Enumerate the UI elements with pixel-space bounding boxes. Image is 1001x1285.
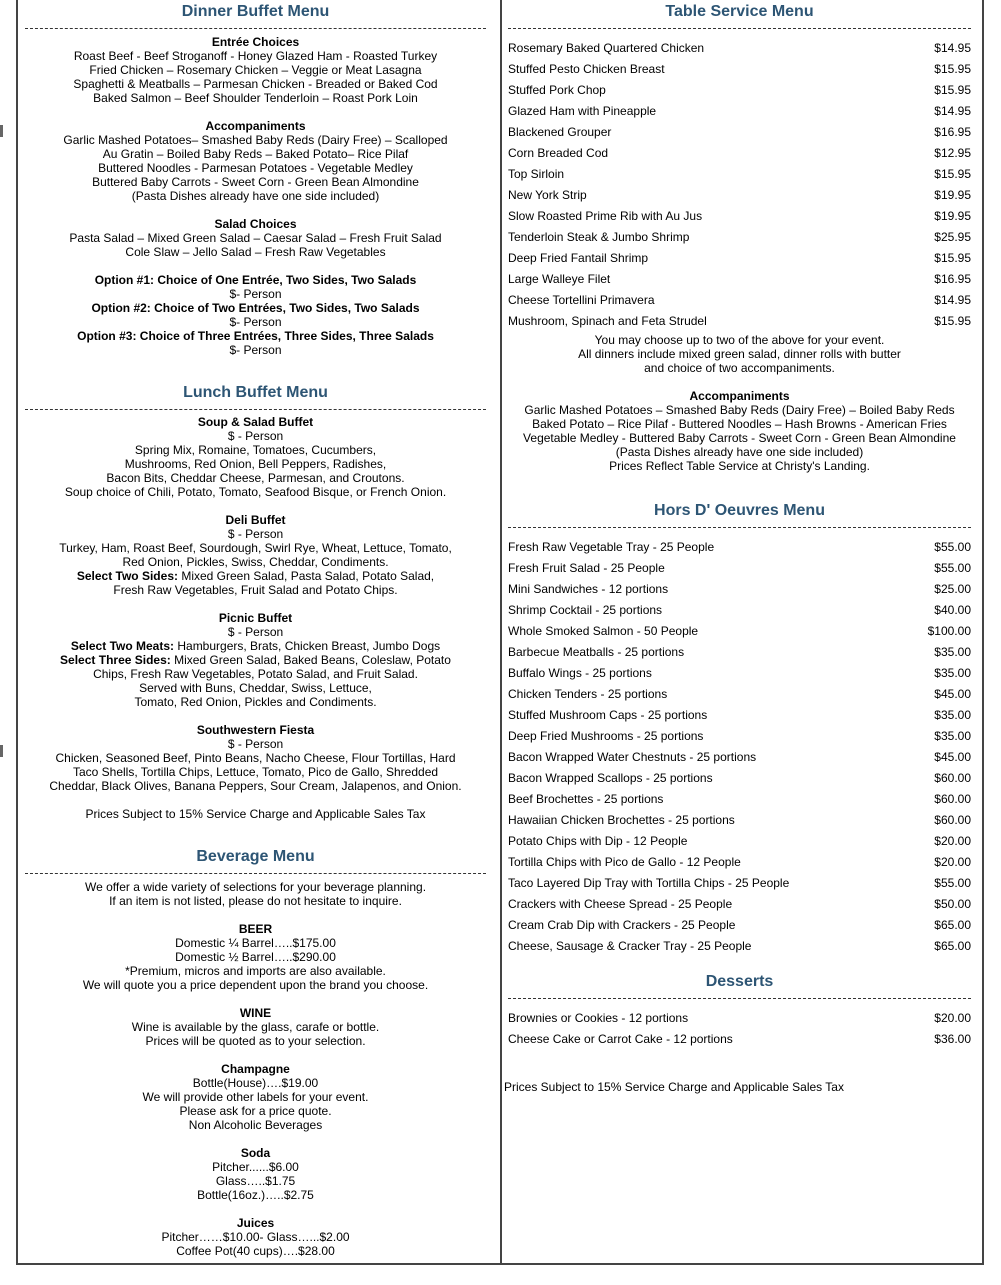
menu-item-name: Large Walleye Filet bbox=[508, 272, 611, 286]
menu-item-name: Mushroom, Spinach and Feta Strudel bbox=[508, 314, 707, 328]
menu-item-row bbox=[508, 1008, 971, 1029]
menu-item-price: $15.95 bbox=[934, 62, 971, 76]
menu-item-name: Blackened Grouper bbox=[508, 125, 612, 139]
menu-item-name: Cheese Tortellini Primavera bbox=[508, 293, 655, 307]
soup-salad-heading: Soup & Salad Buffet bbox=[197, 415, 314, 429]
menu-item-name: Cheese, Sausage & Cracker Tray - 25 People bbox=[508, 939, 752, 953]
menu-item-name: Whole Smoked Salmon - 50 People bbox=[508, 624, 699, 638]
soup-salad-line: Mushrooms, Red Onion, Bell Peppers, Radishes, bbox=[124, 457, 387, 471]
menu-item-price: $60.00 bbox=[934, 771, 971, 785]
menu-item-price: $12.95 bbox=[934, 146, 971, 160]
lunch-price-note: Prices Subject to 15% Service Charge and Applicable Sales Tax bbox=[85, 807, 426, 821]
salad-heading: Salad Choices bbox=[214, 217, 297, 231]
menu-item-row bbox=[508, 59, 971, 80]
menu-item-price: $60.00 bbox=[934, 792, 971, 806]
deli-line: Red Onion, Pickles, Swiss, Cheddar, Condiments. bbox=[122, 555, 389, 569]
left-column bbox=[25, 0, 486, 1258]
menu-item-row bbox=[508, 311, 971, 332]
menu-item-price: $19.95 bbox=[934, 209, 971, 223]
accompaniment-line: Au Gratin – Boiled Baby Reds – Baked Potato– Rice Pilaf bbox=[102, 147, 409, 161]
menu-item-name: Brownies or Cookies - 12 portions bbox=[508, 1011, 689, 1025]
picnic-line: Chips, Fresh Raw Vegetables, Potato Salad, and Fruit Salad. bbox=[93, 667, 418, 681]
menu-item-row bbox=[508, 1029, 971, 1050]
menu-item-row bbox=[508, 894, 971, 915]
beverage-intro: If an item is not listed, please do not hesitate to inquire. bbox=[109, 894, 402, 908]
juices-heading: Juices bbox=[236, 1216, 275, 1230]
menu-item-name: Tenderloin Steak & Jumbo Shrimp bbox=[508, 230, 690, 244]
menu-item-price: $40.00 bbox=[934, 603, 971, 617]
deli-price: $ - Person bbox=[227, 527, 284, 541]
menu-item-row bbox=[508, 537, 971, 558]
menu-item-row bbox=[508, 789, 971, 810]
table-acc-line: Prices Reflect Table Service at Christy's Landing. bbox=[609, 459, 870, 473]
southwestern-price: $ - Person bbox=[227, 737, 284, 751]
table-acc-line: Garlic Mashed Potatoes – Smashed Baby Reds (Dairy Free) – Boiled Baby Reds bbox=[524, 403, 955, 417]
menu-item-name: Shrimp Cocktail - 25 portions bbox=[508, 603, 663, 617]
menu-item-name: Barbecue Meatballs - 25 portions bbox=[508, 645, 685, 659]
menu-item-row bbox=[508, 558, 971, 579]
option-2: Option #2: Choice of Two Entrées, Two Sides, Two Salads bbox=[91, 301, 420, 315]
entree-line: Fried Chicken – Rosemary Chicken – Veggie or Meat Lasagna bbox=[89, 63, 422, 77]
menu-item-price: $55.00 bbox=[934, 561, 971, 575]
champagne-line: Please ask for a price quote. bbox=[179, 1104, 332, 1118]
menu-item-row bbox=[508, 810, 971, 831]
desserts-title: Desserts bbox=[705, 973, 774, 990]
menu-item-row bbox=[508, 185, 971, 206]
beverage-intro: We offer a wide variety of selections for your beverage planning. bbox=[84, 880, 427, 894]
option-1: Option #1: Choice of One Entrée, Two Sides, Two Salads bbox=[94, 273, 417, 287]
accompaniment-line: Garlic Mashed Potatoes– Smashed Baby Reds (Dairy Free) – Scalloped bbox=[63, 133, 448, 147]
menu-item-name: Stuffed Pork Chop bbox=[508, 83, 606, 97]
menu-item-price: $20.00 bbox=[934, 1011, 971, 1025]
menu-item-name: New York Strip bbox=[508, 188, 587, 202]
entree-line: Spaghetti & Meatballs – Parmesan Chicken - Breaded or Baked Cod bbox=[73, 77, 438, 91]
option-price: $- Person bbox=[229, 343, 282, 357]
right-column bbox=[508, 0, 971, 1050]
juices-line: Pitcher……$10.00- Glass…...$2.00 bbox=[161, 1230, 350, 1244]
option-3: Option #3: Choice of Three Entrées, Three Sides, Three Salads bbox=[77, 329, 434, 343]
accompaniment-line: (Pasta Dishes already have one side included) bbox=[131, 189, 380, 203]
menu-item-row bbox=[508, 227, 971, 248]
southwestern-line: Taco Shells, Tortilla Chips, Lettuce, Tomato, Pico de Gallo, Shredded bbox=[72, 765, 439, 779]
southwestern-line: Cheddar, Black Olives, Banana Peppers, Sour Cream, Jalapenos, and Onion. bbox=[49, 779, 462, 793]
menu-item-price: $14.95 bbox=[934, 104, 971, 118]
menu-item-name: Crackers with Cheese Spread - 25 People bbox=[508, 897, 733, 911]
deli-line: Fresh Raw Vegetables, Fruit Salad and Potato Chips. bbox=[113, 583, 398, 597]
table-acc-line: Baked Potato – Rice Pilaf - Buttered Noodles – Hash Browns - American Fries bbox=[532, 417, 947, 431]
menu-item-price: $15.95 bbox=[934, 83, 971, 97]
menu-item-row bbox=[508, 705, 971, 726]
picnic-meats-label: Select Two Meats: bbox=[70, 639, 175, 653]
deli-line: Turkey, Ham, Roast Beef, Sourdough, Swirl Rye, Wheat, Lettuce, Tomato, bbox=[59, 541, 452, 555]
menu-item-name: Hawaiian Chicken Brochettes - 25 portions bbox=[508, 813, 735, 827]
menu-item-price: $15.95 bbox=[934, 251, 971, 265]
option-price: $- Person bbox=[229, 287, 282, 301]
footer-price-note: Prices Subject to 15% Service Charge and Applicable Sales Tax bbox=[504, 1080, 844, 1094]
desserts-list bbox=[508, 1008, 971, 1050]
beer-line: *Premium, micros and imports are also available. bbox=[125, 964, 386, 978]
menu-item-row bbox=[508, 831, 971, 852]
edge-mark bbox=[0, 745, 3, 757]
menu-item-price: $15.95 bbox=[934, 167, 971, 181]
picnic-sides-label: Select Three Sides: bbox=[60, 653, 171, 667]
menu-item-row bbox=[508, 726, 971, 747]
menu-item-name: Deep Fried Fantail Shrimp bbox=[508, 251, 649, 265]
menu-item-name: Potato Chips with Dip - 12 People bbox=[508, 834, 688, 848]
wine-heading: WINE bbox=[239, 1006, 272, 1020]
menu-item-row bbox=[508, 642, 971, 663]
soup-salad-line: Soup choice of Chili, Potato, Tomato, Seafood Bisque, or French Onion. bbox=[64, 485, 447, 499]
menu-item-name: Cream Crab Dip with Crackers - 25 People bbox=[508, 918, 736, 932]
menu-item-row bbox=[508, 747, 971, 768]
entree-line: Baked Salmon – Beef Shoulder Tenderloin – Roast Pork Loin bbox=[93, 91, 418, 105]
hors-doeuvres-list bbox=[508, 537, 971, 957]
table-service-notes bbox=[508, 333, 971, 473]
menu-item-name: Beef Brochettes - 25 portions bbox=[508, 792, 664, 806]
menu-item-row bbox=[508, 852, 971, 873]
picnic-line: Tomato, Red Onion, Pickles and Condiments. bbox=[134, 695, 377, 709]
soda-line: Bottle(16oz.)…..$2.75 bbox=[197, 1188, 314, 1202]
table-acc-line: (Pasta Dishes already have one side included) bbox=[615, 445, 864, 459]
option-price: $- Person bbox=[229, 315, 282, 329]
column-divider bbox=[500, 0, 502, 1265]
picnic-line: Served with Buns, Cheddar, Swiss, Lettuce, bbox=[139, 681, 372, 695]
menu-item-name: Corn Breaded Cod bbox=[508, 146, 609, 160]
menu-item-row bbox=[508, 80, 971, 101]
menu-item-price: $65.00 bbox=[934, 918, 971, 932]
menu-item-row bbox=[508, 269, 971, 290]
menu-item-price: $55.00 bbox=[934, 876, 971, 890]
beer-line: Domestic ¼ Barrel…..$175.00 bbox=[175, 936, 336, 950]
menu-item-row bbox=[508, 248, 971, 269]
menu-item-price: $19.95 bbox=[934, 188, 971, 202]
beverage-title: Beverage Menu bbox=[196, 848, 315, 865]
menu-item-price: $15.95 bbox=[934, 314, 971, 328]
picnic-heading: Picnic Buffet bbox=[218, 611, 293, 625]
picnic-meats-line bbox=[25, 639, 486, 653]
lunch-buffet-title: Lunch Buffet Menu bbox=[183, 384, 328, 401]
champagne-heading: Champagne bbox=[221, 1062, 290, 1076]
menu-item-name: Mini Sandwiches - 12 portions bbox=[508, 582, 669, 596]
picnic-sides-line bbox=[25, 653, 486, 667]
menu-item-price: $16.95 bbox=[934, 272, 971, 286]
menu-item-name: Stuffed Mushroom Caps - 25 portions bbox=[508, 708, 708, 722]
menu-item-price: $20.00 bbox=[934, 834, 971, 848]
menu-item-row bbox=[508, 915, 971, 936]
menu-item-price: $20.00 bbox=[934, 855, 971, 869]
deli-sides-line bbox=[25, 569, 486, 583]
menu-item-price: $35.00 bbox=[934, 708, 971, 722]
menu-item-name: Fresh Fruit Salad - 25 People bbox=[508, 561, 665, 575]
menu-item-price: $35.00 bbox=[934, 666, 971, 680]
accompaniment-line: Buttered Noodles - Parmesan Potatoes - Vegetable Medley bbox=[98, 161, 413, 175]
wine-line: Prices will be quoted as to your selection. bbox=[145, 1034, 366, 1048]
menu-item-name: Rosemary Baked Quartered Chicken bbox=[508, 41, 705, 55]
menu-item-row bbox=[508, 38, 971, 59]
deli-sides-label: Select Two Sides: bbox=[76, 569, 178, 583]
southwestern-line: Chicken, Seasoned Beef, Pinto Beans, Nacho Cheese, Flour Tortillas, Hard bbox=[55, 751, 456, 765]
beer-line: We will quote you a price dependent upon the brand you choose. bbox=[82, 978, 429, 992]
menu-item-price: $16.95 bbox=[934, 125, 971, 139]
table-service-list bbox=[508, 38, 971, 332]
juices-line: Coffee Pot(40 cups)….$28.00 bbox=[176, 1244, 335, 1258]
menu-item-price: $55.00 bbox=[934, 540, 971, 554]
table-service-title: Table Service Menu bbox=[665, 3, 814, 20]
table-service-note: You may choose up to two of the above for your event. bbox=[594, 333, 885, 347]
menu-item-name: Bacon Wrapped Water Chestnuts - 25 portions bbox=[508, 750, 757, 764]
menu-item-row bbox=[508, 290, 971, 311]
menu-item-price: $45.00 bbox=[934, 750, 971, 764]
menu-item-row bbox=[508, 936, 971, 957]
soup-salad-line: Spring Mix, Romaine, Tomatoes, Cucumbers, bbox=[134, 443, 377, 457]
menu-item-price: $14.95 bbox=[934, 293, 971, 307]
menu-item-row bbox=[508, 600, 971, 621]
deli-sides-text: Mixed Green Salad, Pasta Salad, Potato Salad, bbox=[177, 569, 435, 583]
champagne-line: Non Alcoholic Beverages bbox=[188, 1118, 323, 1132]
menu-item-name: Taco Layered Dip Tray with Tortilla Chips - 25 People bbox=[508, 876, 790, 890]
menu-item-row bbox=[508, 101, 971, 122]
menu-item-price: $50.00 bbox=[934, 897, 971, 911]
picnic-price: $ - Person bbox=[227, 625, 284, 639]
champagne-line: We will provide other labels for your event. bbox=[142, 1090, 369, 1104]
menu-item-row bbox=[508, 684, 971, 705]
menu-item-row bbox=[508, 579, 971, 600]
entree-heading: Entrée Choices bbox=[211, 35, 300, 49]
deli-heading: Deli Buffet bbox=[225, 513, 286, 527]
beer-heading: BEER bbox=[238, 922, 273, 936]
menu-item-name: Chicken Tenders - 25 portions bbox=[508, 687, 668, 701]
edge-mark bbox=[0, 125, 3, 137]
menu-item-price: $35.00 bbox=[934, 729, 971, 743]
soda-heading: Soda bbox=[240, 1146, 271, 1160]
soda-line: Glass…..$1.75 bbox=[215, 1174, 296, 1188]
soda-line: Pitcher......$6.00 bbox=[212, 1160, 299, 1174]
hors-doeuvres-title: Hors D' Oeuvres Menu bbox=[654, 502, 825, 519]
southwestern-heading: Southwestern Fiesta bbox=[196, 723, 315, 737]
soup-salad-price: $ - Person bbox=[227, 429, 284, 443]
menu-item-row bbox=[508, 768, 971, 789]
soup-salad-line: Bacon Bits, Cheddar Cheese, Parmesan, and Croutons. bbox=[106, 471, 405, 485]
picnic-sides-text: Mixed Green Salad, Baked Beans, Coleslaw, Potato bbox=[170, 653, 451, 667]
dinner-buffet-title: Dinner Buffet Menu bbox=[181, 3, 330, 20]
table-acc-heading: Accompaniments bbox=[689, 389, 790, 403]
accompaniment-line: Buttered Baby Carrots - Sweet Corn - Green Bean Almondine bbox=[92, 175, 419, 189]
menu-item-price: $45.00 bbox=[934, 687, 971, 701]
salad-line: Cole Slaw – Jello Salad – Fresh Raw Vegetables bbox=[125, 245, 386, 259]
menu-item-row bbox=[508, 873, 971, 894]
menu-item-name: Glazed Ham with Pineapple bbox=[508, 104, 657, 118]
menu-item-price: $60.00 bbox=[934, 813, 971, 827]
menu-item-row bbox=[508, 621, 971, 642]
menu-item-row bbox=[508, 663, 971, 684]
table-service-note: All dinners include mixed green salad, dinner rolls with butter bbox=[578, 347, 901, 361]
menu-item-name: Deep Fried Mushrooms - 25 portions bbox=[508, 729, 704, 743]
menu-item-price: $25.00 bbox=[934, 582, 971, 596]
accompaniments-heading: Accompaniments bbox=[205, 119, 306, 133]
menu-item-name: Fresh Raw Vegetable Tray - 25 People bbox=[508, 540, 715, 554]
menu-item-name: Slow Roasted Prime Rib with Au Jus bbox=[508, 209, 703, 223]
menu-item-price: $36.00 bbox=[934, 1032, 971, 1046]
menu-item-row bbox=[508, 206, 971, 227]
menu-item-name: Bacon Wrapped Scallops - 25 portions bbox=[508, 771, 713, 785]
table-service-note: and choice of two accompaniments. bbox=[644, 361, 835, 375]
menu-item-price: $25.95 bbox=[934, 230, 971, 244]
menu-item-price: $35.00 bbox=[934, 645, 971, 659]
menu-item-row bbox=[508, 122, 971, 143]
champagne-line: Bottle(House)….$19.00 bbox=[192, 1076, 319, 1090]
menu-item-row bbox=[508, 164, 971, 185]
picnic-meats-text: Hamburgers, Brats, Chicken Breast, Jumbo Dogs bbox=[174, 639, 441, 653]
table-acc-line: Vegetable Medley - Buttered Baby Carrots - Sweet Corn - Green Bean Almondine bbox=[523, 431, 956, 445]
menu-item-name: Tortilla Chips with Pico de Gallo - 12 People bbox=[508, 855, 741, 869]
menu-item-price: $65.00 bbox=[934, 939, 971, 953]
salad-line: Pasta Salad – Mixed Green Salad – Caesar Salad – Fresh Fruit Salad bbox=[69, 231, 442, 245]
menu-item-price: $100.00 bbox=[927, 624, 971, 638]
menu-item-name: Top Sirloin bbox=[508, 167, 565, 181]
menu-item-row bbox=[508, 143, 971, 164]
menu-item-name: Buffalo Wings - 25 portions bbox=[508, 666, 652, 680]
menu-item-price: $14.95 bbox=[934, 41, 971, 55]
menu-item-name: Cheese Cake or Carrot Cake - 12 portions bbox=[508, 1032, 733, 1046]
menu-item-name: Stuffed Pesto Chicken Breast bbox=[508, 62, 665, 76]
beer-line: Domestic ½ Barrel…..$290.00 bbox=[175, 950, 336, 964]
wine-line: Wine is available by the glass, carafe or bottle. bbox=[131, 1020, 380, 1034]
entree-line: Roast Beef - Beef Stroganoff - Honey Glazed Ham - Roasted Turkey bbox=[73, 49, 438, 63]
